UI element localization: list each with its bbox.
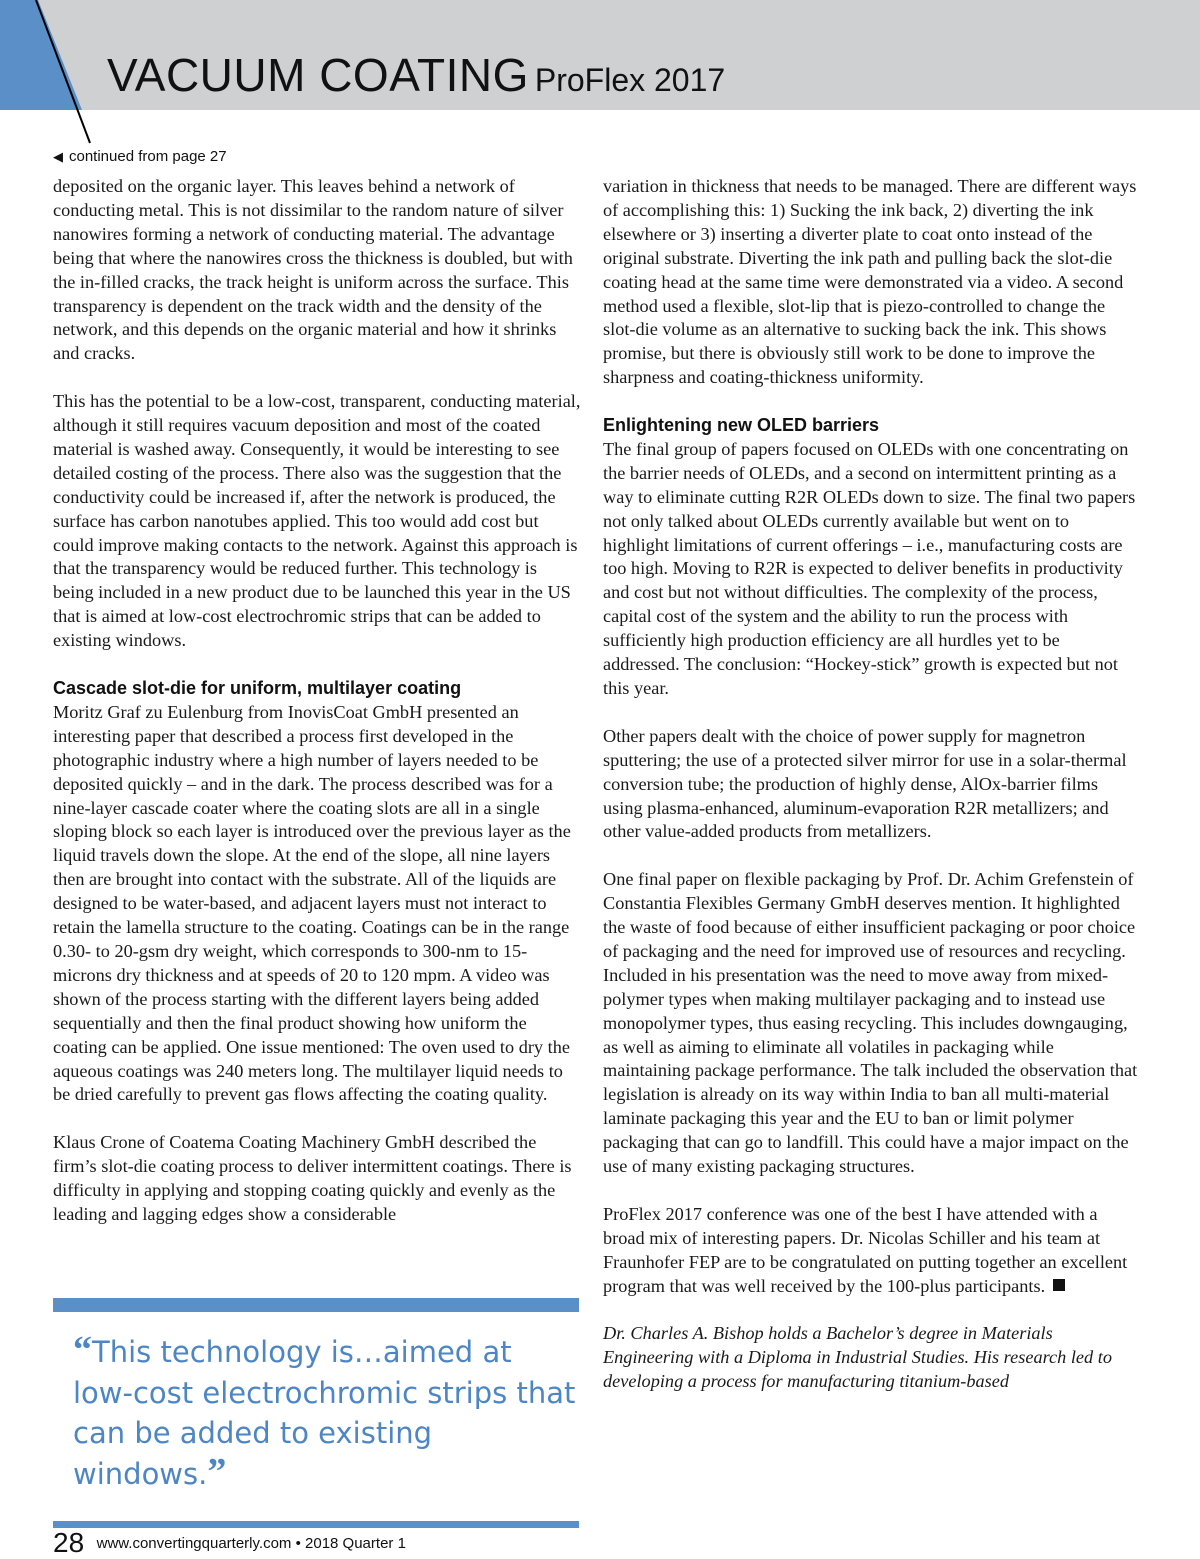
open-quote-mark: “ [73,1329,92,1371]
triangle-left-icon: ◀ [53,149,63,164]
closing-paragraph-text: ProFlex 2017 conference was one of the best I have attended with a broad mix of interesting papers. Dr. Nicolas Schiller and his team at Fraunhofer FEP are to be congratulated on putting together an excellent program that was well received by the 100-plus participants. [603,1203,1128,1296]
right-column [603,175,1138,1394]
left-paragraph-3: Moritz Graf zu Eulenburg from InovisCoat GmbH presented an interesting paper that described a process first developed in the photographic industry where a high number of layers needed to be deposited quickly – and in the dark. The process described was for a nine-layer cascade coater where the coating slots are all in a single sloping block so each layer is introduced over the previous layer as the liquid travels down the slope. At the end of the slope, all nine layers then are brought into contact with the substrate. All of the liquids are designed to be water-based, and adjacent layers must not interact to retain the lamella structure to the coating. Coatings can be in the range 0.30- to 20-gsm dry weight, which corresponds to 300-nm to 15-microns dry thickness and at speeds of 20 to 120 mpm. A video was shown of the process starting with the different layers being added sequentially and then the final product showing how uniform the coating can be applied. One issue mentioned: The oven used to dry the aqueous coatings was 240 meters long. The multilayer liquid needs to be dried carefully to prevent gas flows affecting the coating quality. [53,701,571,1105]
left-paragraph-1: deposited on the organic layer. This leaves behind a network of conducting metal. This is not dissimilar to the random nature of silver nanowires forming a network of conducting material. The advantage being that where the nanowires cross the thickness is doubled, but with the in-filled cracks, the track height is uniform across the surface. This transparency is dependent on the track width and the density of the network, and this depends on the organic material and how it shrinks and cracks. [53,176,573,364]
page-number: 28 [53,1527,85,1558]
footer-issue: 2018 Quarter 1 [305,1535,406,1552]
footer-separator: • [295,1535,301,1552]
pull-quote-text: This technology is…aimed at low-cost electrochromic strips that can be added to existing windows. [73,1335,576,1491]
page-footer [53,1527,406,1559]
pull-quote [73,1329,579,1494]
subheading-cascade-slot-die: Cascade slot-die for uniform, multilayer coating [53,678,462,698]
section-header [107,48,725,102]
continued-from-note [53,148,227,165]
section-title: VACUUM COATING [107,49,529,101]
footer-publication-line [97,1535,406,1552]
close-quote-mark: ” [207,1450,227,1493]
left-column [53,175,581,1227]
pull-quote-top-bar [53,1298,579,1312]
continued-text: continued from page 27 [69,148,227,165]
subheading-oled-barriers: Enlightening new OLED barriers [603,415,880,436]
author-bio: Dr. Charles A. Bishop holds a Bachelor’s degree in Materials Engineering with a Diploma in Industrial Studies. His research led to developing a process for manufacturing titanium-based [603,1323,1112,1392]
header-corner-graphic [0,0,100,150]
left-paragraph-2: This has the potential to be a low-cost, transparent, conducting material, although it still requires vacuum deposition and most of the coated material is washed away. Consequently, it would be interesting to see detailed costing of the process. There also was the suggestion that the conductivity could be increased if, after the network is produced, the surface has carbon nanotubes applied. This too would add cost but could improve making contacts to the network. Against this approach is that the transparency would be reduced further. This technology is being included in a new product due to be launched this year in the US that is aimed at low-cost electrochromic strips that can be added to existing windows. [53,391,581,651]
left-paragraph-4: Klaus Crone of Coatema Coating Machinery GmbH described the firm’s slot-die coating process to deliver intermittent coatings. There is difficulty in applying and stopping coating quickly and evenly as the leading and lagging edges show a considerable [53,1132,572,1224]
header-blue-triangle [0,0,82,110]
right-paragraph-5 [603,1203,1138,1299]
section-subtitle: ProFlex 2017 [534,62,726,98]
right-paragraph-3: Other papers dealt with the choice of power supply for magnetron sputtering; the use of a protected silver mirror for use in a solar-thermal conversion tube; the production of highly dense, AlOx-barrier films using plasma-enhanced, aluminum-evaporation R2R metallizers; and other value-added products from metallizers. [603,725,1127,842]
right-paragraph-2: The final group of papers focused on OLEDs with one concentrating on the barrier needs of OLEDs, and a second on intermittent printing as a way to eliminate cutting R2R OLEDs down to size. The final two papers not only talked about OLEDs currently available but went on to highlight limitations of current offerings – i.e., manufacturing costs are too high. Moving to R2R is expected to deliver benefits in productivity and cost but not without difficulties. The complexity of the process, capital cost of the system and the ability to run the process with sufficiently high production efficiency are all hurdles yet to be addressed. The conclusion: “Hockey-stick” growth is expected but not this year. [603,438,1136,699]
right-paragraph-1: variation in thickness that needs to be managed. There are different ways of accomplishing this: 1) Sucking the ink back, 2) diverting the ink elsewhere or 3) inserting a diverter plate to coat onto instead of the original substrate. Diverting the ink path and pulling back the slot-die coating head at the same time were demonstrated via a video. A second method used a flexible, slot-lip that is piezo-controlled to change the slot-die volume as an alternative to sucking back the ink. This shows promise, but there is obviously still work to be done to improve the sharpness and coating-thickness uniformity. [603,176,1137,388]
end-of-article-square-icon [1053,1279,1065,1291]
footer-website-link[interactable]: www.convertingquarterly.com [96,1535,292,1552]
right-paragraph-4: One final paper on flexible packaging by Prof. Dr. Achim Grefenstein of Constantia Flexibles Germany GmbH deserves mention. It highlighted the waste of food because of either insufficient packaging or poor choice of packaging and the need for improved use of resources and recycling. Included in his presentation was the need to move away from mixed-polymer types when making multilayer packaging and to instead use monopolymer types, thus easing recycling. This includes downgauging, as well as aiming to eliminate all volatiles in packaging while maintaining package performance. The talk included the observation that legislation is already on its way within India to ban all multi-material laminate packaging this year and the EU to ban or limit polymer packaging that can go to landfill. This could have a major impact on the use of many existing packaging structures. [603,869,1138,1177]
